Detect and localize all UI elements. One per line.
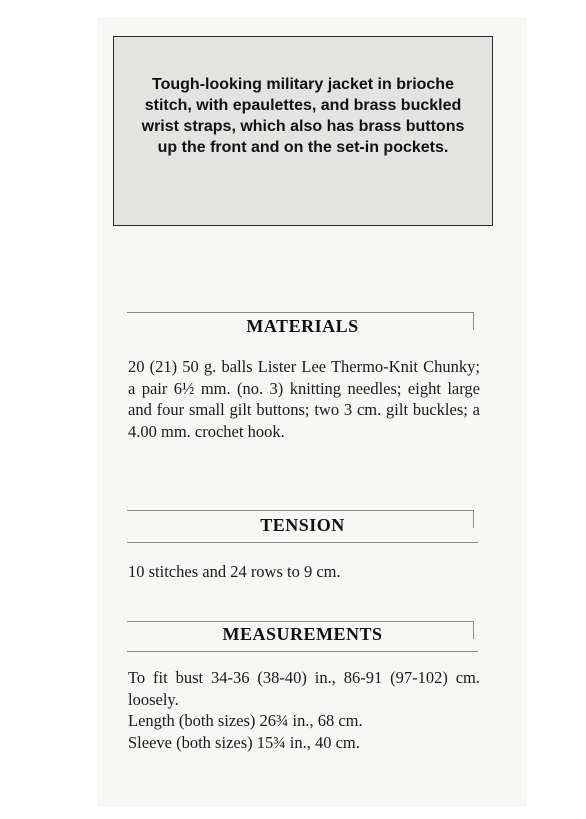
- measurements-sleeve: Sleeve (both sizes) 15¾ in., 40 cm.: [128, 733, 360, 752]
- materials-divider: [127, 312, 473, 313]
- measurements-divider: [127, 621, 473, 622]
- measurements-fit: To fit bust 34-36 (38-40) in., 86-91 (97-102) cm. loosely.: [128, 668, 480, 709]
- materials-heading: MATERIALS: [246, 316, 359, 336]
- measurements-length: Length (both sizes) 26¾ in., 68 cm.: [128, 711, 363, 730]
- measurements-heading: MEASUREMENTS: [222, 624, 383, 644]
- materials-text: 20 (21) 50 g. balls Lister Lee Thermo-Knit Chunky; a pair 6½ mm. (no. 3) knitting needles; eight large and four small gilt buttons; two 3 cm. gilt buckles; a 4.00 mm. crochet hook.: [128, 357, 480, 441]
- measurements-underline: [127, 651, 478, 652]
- tension-text: 10 stitches and 24 rows to 9 cm.: [128, 562, 341, 581]
- tension-underline: [127, 542, 478, 543]
- tension-heading: TENSION: [260, 515, 345, 535]
- intro-text: Tough-looking military jacket in brioche stitch, with epaulettes, and brass buckled wrist straps, which also has brass buttons up the front and on the set-in pockets.: [141, 76, 465, 156]
- intro-box: [113, 36, 493, 226]
- tension-divider: [127, 510, 473, 511]
